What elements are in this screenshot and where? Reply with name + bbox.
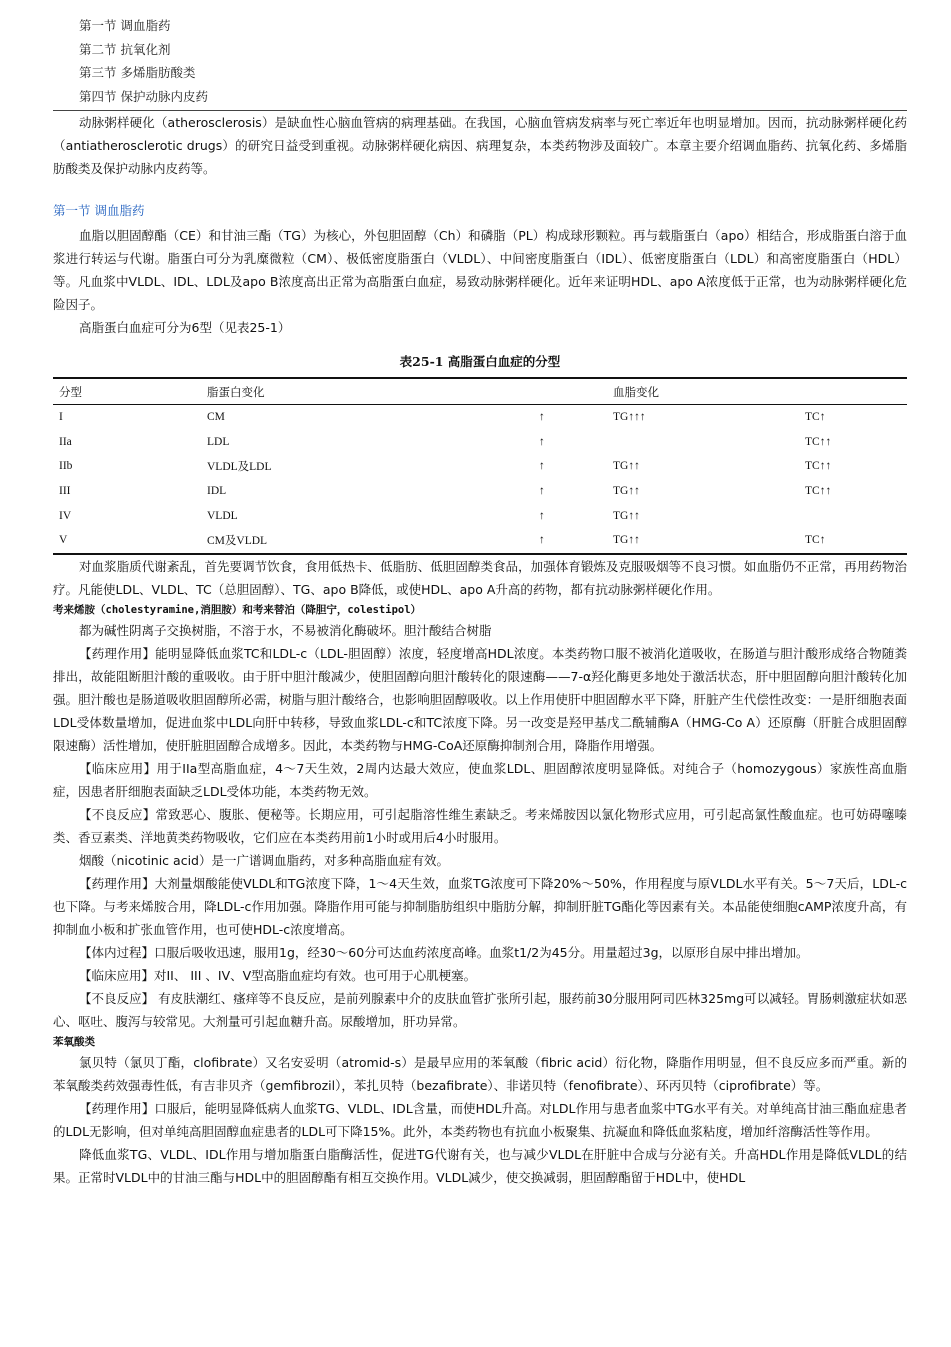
document-page bbox=[53, 0, 907, 1189]
table-title: 表25-1 高脂蛋白血症的分型 bbox=[399, 354, 561, 369]
column-header: 血脂变化 bbox=[607, 378, 799, 405]
table-cell: IDL bbox=[207, 485, 227, 498]
column-header: 脂蛋白变化 bbox=[201, 378, 533, 405]
hyperlipoproteinemia-table bbox=[53, 377, 907, 555]
column-header: 分型 bbox=[53, 378, 201, 405]
paragraph: 血脂以胆固醇酯（CE）和甘油三酯（TG）为核心，外包胆固醇（Ch）和磷脂（PL）构成球形颗粒。再与载脂蛋白（apo）相结合，形成脂蛋白溶于血浆进行转运与代谢。脂蛋白可分为乳糜微粒（CM）、极低密度脂蛋白（VLDL）、中间密度脂蛋白（IDL）、低密度脂蛋白（LDL）和高密度脂蛋白（HDL）等。凡血浆中VLDL、IDL、LDL及apo B浓度高出正常为高脂蛋白血症，易致动脉粥样硬化。近年来证明HDL、apo A浓度低于正常，也为动脉粥样硬化危险因子。 bbox=[53, 228, 907, 312]
table-cell: TG↑↑ bbox=[607, 528, 799, 554]
paragraph: 烟酸（nicotinic acid）是一广谱调血脂药，对多种高脂血症有效。 bbox=[79, 852, 449, 868]
table-row bbox=[53, 503, 907, 528]
paragraph: 【不良反应】 有皮肤潮红、瘙痒等不良反应，是前列腺素中介的皮肤血管扩张所引起，服药前30分服用阿司匹林325mg可以减轻。胃肠刺激症状如恶心、呕吐、腹泻与较常见。大剂量可引起血糖升高。尿酸增加，肝功异常。 bbox=[53, 990, 907, 1029]
table-cell: CM bbox=[207, 411, 225, 424]
drug-heading: 考来烯胺（cholestyramine,消胆胺）和考来替泊（降胆宁，colestipol） bbox=[53, 603, 422, 616]
table-cell: ↑ bbox=[539, 509, 545, 522]
table-header-row bbox=[53, 378, 907, 405]
table-cell: ↑ bbox=[539, 435, 545, 448]
table-cell: TC↑ bbox=[805, 411, 826, 424]
toc-item[interactable]: 第一节 调血脂药 bbox=[79, 18, 171, 33]
table-row bbox=[53, 479, 907, 504]
table-cell bbox=[607, 430, 799, 455]
table-cell: TC↑ bbox=[799, 528, 907, 554]
table-cell: IIa bbox=[59, 435, 72, 448]
table-cell: IIb bbox=[59, 460, 73, 473]
table-cell: TG↑↑ bbox=[613, 460, 640, 473]
table-cell: III bbox=[59, 485, 71, 498]
table-row bbox=[53, 454, 907, 479]
table-cell: V bbox=[53, 528, 201, 554]
table-cell: TG↑↑ bbox=[613, 509, 640, 522]
table-row bbox=[53, 430, 907, 455]
column-header bbox=[799, 378, 907, 405]
table-of-contents bbox=[53, 0, 907, 108]
table-cell: TG↑↑↑ bbox=[613, 411, 646, 424]
section-title[interactable]: 第一节 调血脂药 bbox=[53, 203, 145, 218]
paragraph: 对血浆脂质代谢紊乱，首先要调节饮食，食用低热卡、低脂肪、低胆固醇类食品，加强体育锻炼及克服吸烟等不良习惯。如血脂仍不正常，再用药物治疗。凡能使LDL、VLDL、TC（总胆固醇）、TG、apo B降低，或使HDL、apo A升高的药物，都有抗动脉粥样硬化作用。 bbox=[53, 558, 907, 597]
table-cell: LDL bbox=[207, 435, 230, 448]
table-cell: TG↑↑ bbox=[613, 485, 640, 498]
toc-item[interactable]: 第二节 抗氧化剂 bbox=[79, 41, 171, 57]
toc-item[interactable]: 第四节 保护动脉内皮药 bbox=[79, 88, 208, 104]
paragraph: 高脂蛋白血症可分为6型（见表25-1） bbox=[79, 320, 291, 335]
toc-item[interactable]: 第三节 多烯脂肪酸类 bbox=[79, 65, 196, 80]
intro-paragraph: 动脉粥样硬化（atherosclerosis）是缺血性心脑血管病的病理基础。在我国，心脑血管病发病率与死亡率近年也明显增加。因而，抗动脉粥样硬化药（antiatherosclerotic drugs）的研究日益受到重视。动脉粥样硬化病因、病理复杂，本类药物涉及面较广。本章主要介绍调血脂药、抗氧化药、多烯脂肪酸类及保护动脉内皮药等。 bbox=[53, 115, 907, 176]
paragraph: 【药理作用】能明显降低血浆TC和LDL-c（LDL-胆固醇）浓度，轻度增高HDL浓度。本类药物口服不被消化道吸收，在肠道与胆汁酸形成络合物随粪排出，故能阻断胆汁酸的重吸收。由于肝中胆汁酸减少，使胆固醇向胆汁酸转化的限速酶——7-α羟化酶更多地处于激活状态，肝中胆固醇向胆汁酸转化加强。胆汁酸也是肠道吸收胆固醇所必需，树脂与胆汁酸络合，也影响胆固醇吸收。以上作用使肝中胆固醇水平下降，肝脏产生代偿性改变：一是肝细胞表面LDL受体数量增加，促进血浆中LDL向肝中转移，导致血浆LDL-c和TC浓度下降。另一改变是羟甲基戊二酰辅酶A（HMG-Co A）还原酶（肝脏合成胆固醇限速酶）活性增加，使肝脏胆固醇合成增多。因此，本类药物与HMG-CoA还原酶抑制剂合用，降脂作用增强。 bbox=[53, 645, 907, 753]
paragraph: 【药理作用】大剂量烟酸能使VLDL和TG浓度下降，1～4天生效，血浆TG浓度可下降20%～50%，作用程度与原VLDL水平有关。5～7天后，LDL-c也下降。与考来烯胺合用，降LDL-c作用加强。降脂作用可能与抑制脂肪组织中脂肪分解，抑制肝脏TG酯化等因素有关。本品能使细胞cAMP浓度升高，有抑制血小板和扩张血管作用，也可使HDL-c浓度增高。 bbox=[53, 875, 907, 937]
drug-heading: 苯氧酸类 bbox=[53, 1035, 95, 1048]
table-cell: VLDL bbox=[207, 509, 238, 522]
paragraph: 【体内过程】口服后吸收迅速，服用1g，经30～60分可达血药浓度高峰。血浆t1/2为45分。用量超过3g，以原形自尿中排出增加。 bbox=[79, 944, 809, 960]
table-cell: IV bbox=[59, 509, 72, 522]
table-cell bbox=[799, 503, 907, 528]
paragraph: 都为碱性阴离子交换树脂，不溶于水，不易被消化酶破坏。胆汁酸结合树脂 bbox=[79, 622, 492, 638]
paragraph: 【不良反应】常致恶心、腹胀、便秘等。长期应用，可引起脂溶性维生素缺乏。考来烯胺因以氯化物形式应用，可引起高氯性酸血症。也可妨碍噻嗪类、香豆素类、洋地黄类药物吸收，它们应在本类药用前1小时或用后4小时服用。 bbox=[53, 806, 907, 845]
paragraph: 【临床应用】对II、 III 、IV、V型高脂血症均有效。也可用于心肌梗塞。 bbox=[79, 967, 477, 983]
table-cell: ↑ bbox=[539, 485, 545, 498]
table-cell: ↑ bbox=[539, 411, 545, 424]
table-cell: I bbox=[59, 411, 63, 424]
table-cell: VLDL及LDL bbox=[207, 461, 272, 474]
paragraph: 【药理作用】口服后，能明显降低病人血浆TG、VLDL、IDL含量，而使HDL升高。对LDL作用与患者血浆中TG水平有关。对单纯高甘油三酯血症患者的LDL无影响，但对单纯高胆固醇血症患者的LDL可下降15%。此外，本类药物也有抗血小板聚集、抗凝血和降低血浆粘度，增加纤溶酶活性等作用。 bbox=[53, 1100, 907, 1139]
column-header bbox=[533, 378, 607, 405]
table-cell: ↑ bbox=[533, 528, 607, 554]
table-cell: TC↑↑ bbox=[805, 460, 832, 473]
table-cell: TC↑↑ bbox=[805, 435, 832, 448]
table-row bbox=[53, 528, 907, 554]
table-row bbox=[53, 405, 907, 430]
table-cell: CM及VLDL bbox=[201, 528, 533, 554]
paragraph: 降低血浆TG、VLDL、IDL作用与增加脂蛋白脂酶活性，促进TG代谢有关，也与减少VLDL在肝脏中合成与分泌有关。升高HDL作用是降低VLDL的结果。正常时VLDL中的甘油三酯与HDL中的胆固醇酯有相互交换作用。VLDL减少，使交换减弱，胆固醇酯留于HDL中，使HDL bbox=[53, 1146, 907, 1185]
paragraph: 氯贝特（氯贝丁酯，clofibrate）又名安妥明（atromid-s）是最早应用的苯氧酸（fibric acid）衍化物，降脂作用明显，但不良反应多而严重。新的苯氧酸类药效强毒性低，有吉非贝齐（gemfibrozil），苯扎贝特（bezafibrate）、非诺贝特（fenofibrate）、环丙贝特（ciprofibrate）等。 bbox=[53, 1054, 907, 1093]
paragraph: 【临床应用】用于IIa型高脂血症，4～7天生效，2周内达最大效应，使血浆LDL、胆固醇浓度明显降低。对纯合子（homozygous）家族性高血脂症，因患者肝细胞表面缺乏LDL受体功能，本类药物无效。 bbox=[53, 760, 907, 799]
table-cell: ↑ bbox=[539, 460, 545, 473]
table-cell: TC↑↑ bbox=[805, 485, 832, 498]
